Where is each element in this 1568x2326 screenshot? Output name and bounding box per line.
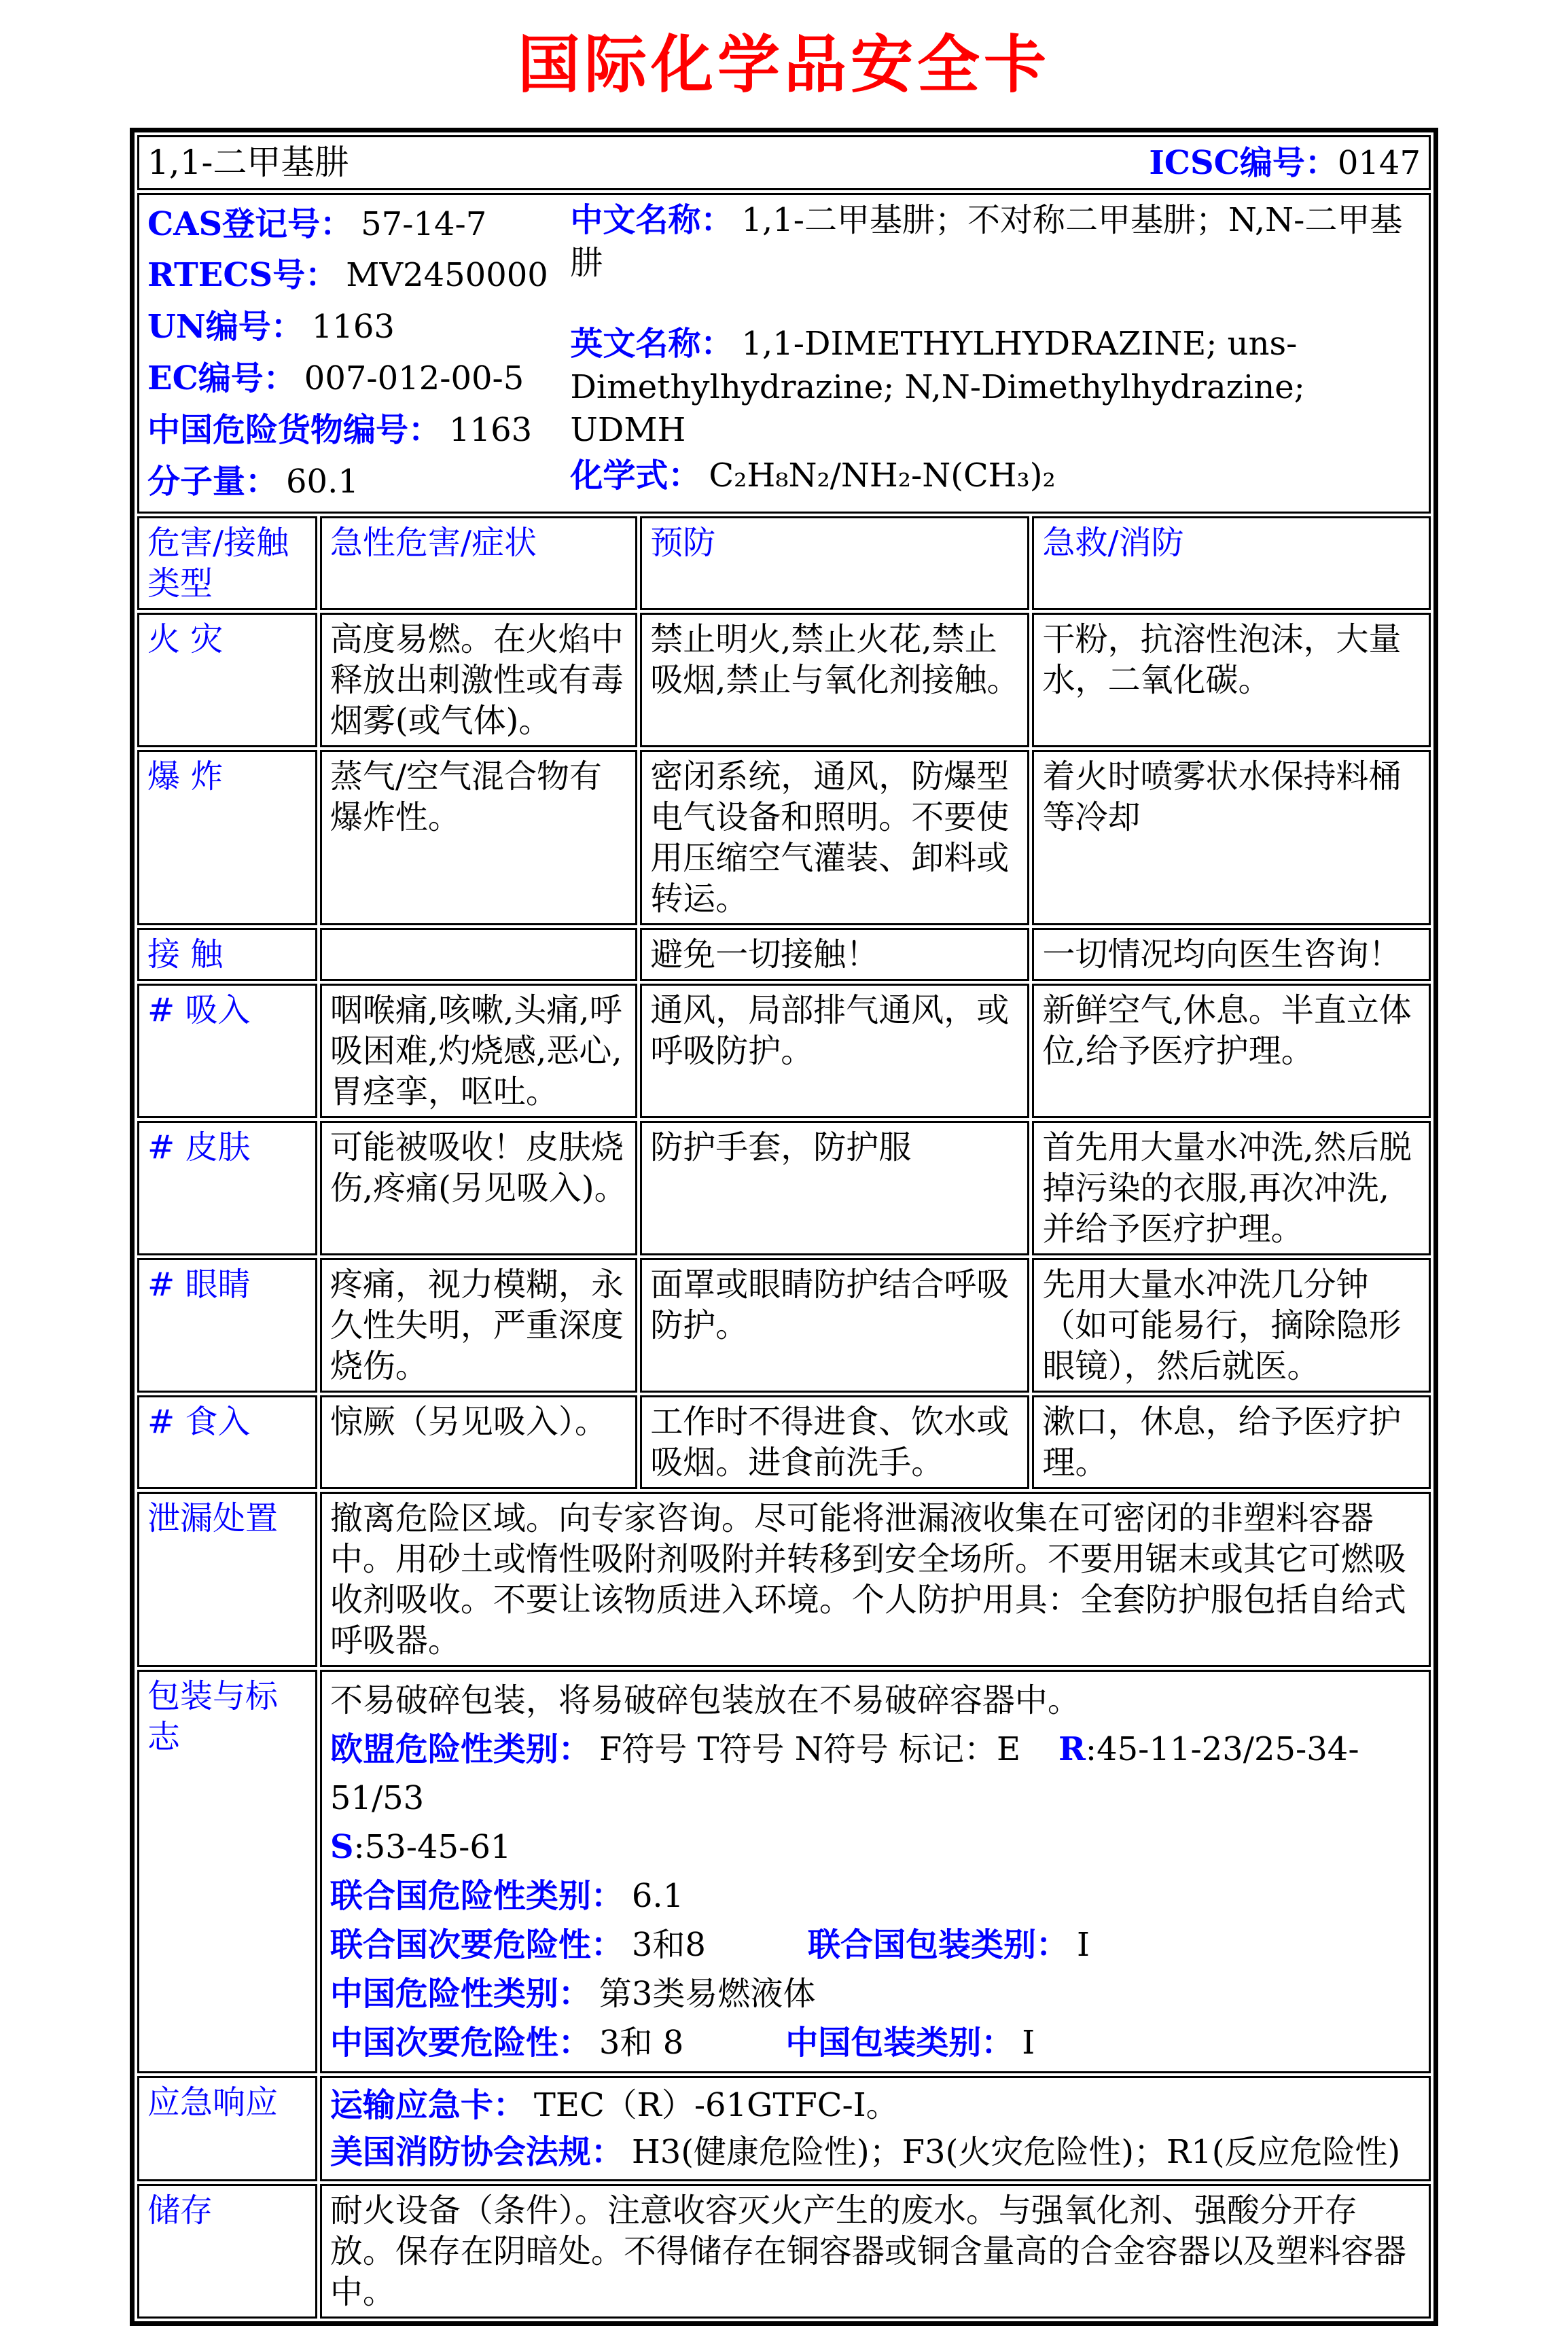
eyes-prevention-cell: 面罩或眼睛防护结合呼吸防护。 <box>640 1258 1029 1393</box>
molecular-weight-value: 60.1 <box>286 462 359 501</box>
identity-right-column <box>567 199 1421 508</box>
exposure-type-cell: 接 触 <box>137 928 317 981</box>
un-number-value: 1163 <box>311 308 395 346</box>
hazard-row-explosion <box>137 750 1431 925</box>
storage-label-cell: 储存 <box>137 2184 317 2319</box>
hazard-row-ingestion <box>137 1395 1431 1489</box>
storage-text-cell: 耐火设备（条件）。注意收容灭火产生的废水。与强氧化剂、强酸分开存放。保存在阴暗处。不得储存在铜容器或铜含量高的合金容器以及塑料容器中。 <box>320 2184 1431 2319</box>
cn-hazard-class-value: 第3类易燃液体 <box>599 1975 816 2014</box>
r-phrases-label: R <box>1058 1730 1086 1769</box>
exposure-prevention-cell: 避免一切接触！ <box>640 928 1029 981</box>
eu-hazard-class-label: 欧盟危险性类别： <box>329 1730 591 1769</box>
name-row <box>137 135 1431 190</box>
packaging-line-s <box>330 1823 1421 1872</box>
identity-row <box>137 193 1431 514</box>
header-prevention: 预防 <box>640 516 1029 610</box>
inhalation-response-cell: 新鲜空气,休息。半直立体位,给予医疗护理。 <box>1032 984 1431 1118</box>
cn-packgroup-value: I <box>1022 2024 1035 2062</box>
eyes-symptoms-cell: 疼痛，视力模糊，永久性失明，严重深度烧伤。 <box>320 1258 637 1393</box>
packaging-content-cell <box>320 1670 1431 2073</box>
section-row-spill <box>137 1492 1431 1667</box>
s-phrases-value: :53-45-61 <box>353 1828 512 1867</box>
exposure-response-cell: 一切情况均向医生咨询！ <box>1032 928 1431 981</box>
china-dg-number-row <box>147 405 567 457</box>
ec-number-label: EC编号： <box>147 359 296 397</box>
explosion-symptoms-cell: 蒸气/空气混合物有爆炸性。 <box>320 750 637 925</box>
cn-subrisk-value: 3和 8 <box>599 2024 684 2062</box>
transport-emergency-card-label: 运输应急卡： <box>329 2086 526 2125</box>
hazard-row-skin <box>137 1121 1431 1255</box>
nfpa-code-value: H3(健康危险性)；F3(火灾危险性)；R1(反应危险性) <box>631 2132 1401 2171</box>
fire-symptoms-cell: 高度易燃。在火焰中释放出刺激性或有毒烟雾(或气体)。 <box>320 613 637 747</box>
transport-emergency-card-value: TEC（R）-61GTFC-I。 <box>533 2086 899 2125</box>
s-phrases-label: S <box>329 1828 354 1867</box>
packaging-unbreakable-text: 不易破碎包装，将易破碎包装放在不易破碎容器中。 <box>329 1681 1080 1720</box>
emergency-line-nfpa <box>330 2129 1421 2175</box>
eyes-type-cell: # 眼睛 <box>137 1258 317 1393</box>
rtecs-number-value: MV2450000 <box>346 256 548 295</box>
emergency-line-tec <box>330 2082 1421 2128</box>
cn-packgroup-label: 中国包装类别： <box>785 2024 1014 2062</box>
ec-number-row <box>147 353 567 405</box>
china-dg-number-label: 中国危险货物编号： <box>147 410 442 449</box>
chinese-name-value: 1,1-二甲基肼；不对称二甲基肼；N,N-二甲基肼 <box>570 200 1403 282</box>
spill-text-cell: 撤离危险区域。向专家咨询。尽可能将泄漏液收集在可密闭的非塑料容器中。用砂土或惰性吸附剂吸附并转移到安全场所。不要用锯末或其它可燃吸收剂吸收。不要让该物质进入环境。个人防护用具：全套防护服包括自给式呼吸器。 <box>320 1492 1431 1667</box>
chinese-name-label: 中文名称： <box>570 200 734 239</box>
packaging-line-cn-sub <box>330 2018 1421 2067</box>
ingestion-prevention-cell: 工作时不得进食、饮水或吸烟。进食前洗手。 <box>640 1395 1029 1489</box>
emergency-label-cell: 应急响应 <box>137 2076 317 2181</box>
section-row-storage <box>137 2184 1431 2319</box>
chemical-formula-value: C₂H₈N₂/NH₂-N(CH₃)₂ <box>709 457 1056 495</box>
molecular-weight-row <box>147 457 567 508</box>
fire-type-cell: 火 灾 <box>137 613 317 747</box>
header-acute-symptoms: 急性危害/症状 <box>320 516 637 610</box>
china-dg-number-value: 1163 <box>449 410 533 449</box>
chemical-formula-row <box>570 454 1421 497</box>
name-row-cell <box>137 135 1431 190</box>
page-title: 国际化学品安全卡 <box>517 28 1050 101</box>
english-name-row <box>570 323 1421 452</box>
ingestion-response-cell: 漱口，休息，给予医疗护理。 <box>1032 1395 1431 1489</box>
r-phrases-value: :45-11-23/25-34-51/53 <box>329 1730 1359 1818</box>
english-name-value: 1,1-DIMETHYLHYDRAZINE; uns-Dimethylhydrazine; N,N-Dimethylhydrazine; UDMH <box>570 325 1305 449</box>
identity-left-column <box>147 199 567 508</box>
un-packgroup-label: 联合国包装类别： <box>807 1926 1069 1965</box>
chemical-formula-label: 化学式： <box>570 457 701 495</box>
fire-response-cell: 干粉，抗溶性泡沫，大量水，二氧化碳。 <box>1032 613 1431 747</box>
chinese-name-row <box>570 199 1421 285</box>
icsc-number-label: ICSC编号： <box>1149 144 1338 182</box>
eu-hazard-class-value: F符号 T符号 N符号 标记：E <box>599 1730 1021 1769</box>
un-subrisk-value: 3和8 <box>631 1926 706 1965</box>
un-number-label: UN编号： <box>147 308 304 346</box>
rtecs-number-row <box>147 250 567 302</box>
rtecs-number-label: RTECS号： <box>147 256 338 295</box>
explosion-prevention-cell: 密闭系统，通风，防爆型电气设备和照明。不要使用压缩空气灌装、卸料或转运。 <box>640 750 1029 925</box>
identity-cell <box>137 193 1431 514</box>
un-subrisk-label: 联合国次要危险性： <box>329 1926 624 1965</box>
packaging-line-un-class <box>330 1872 1421 1920</box>
inhalation-type-cell: # 吸入 <box>137 984 317 1118</box>
packaging-line-un-sub <box>330 1920 1421 1969</box>
un-hazard-class-label: 联合国危险性类别： <box>329 1877 624 1916</box>
section-row-emergency <box>137 2076 1431 2181</box>
explosion-type-cell: 爆 炸 <box>137 750 317 925</box>
ec-number-value: 007-012-00-5 <box>304 359 524 397</box>
packaging-label-cell: 包装与标志 <box>137 1670 317 2073</box>
eyes-response-cell: 先用大量水冲洗几分钟（如可能易行，摘除隐形眼镜），然后就医。 <box>1032 1258 1431 1393</box>
packaging-line-eu <box>330 1725 1421 1823</box>
packaging-line-cn-class <box>330 1969 1421 2018</box>
skin-prevention-cell: 防护手套，防护服 <box>640 1121 1029 1255</box>
header-firstaid-firefighting: 急救/消防 <box>1032 516 1431 610</box>
hazard-row-inhalation <box>137 984 1431 1118</box>
fire-prevention-cell: 禁止明火,禁止火花,禁止吸烟,禁止与氧化剂接触。 <box>640 613 1029 747</box>
hazard-row-fire <box>137 613 1431 747</box>
hazard-header-row <box>137 516 1431 610</box>
skin-type-cell: # 皮肤 <box>137 1121 317 1255</box>
skin-response-cell: 首先用大量水冲洗,然后脱掉污染的衣服,再次冲洗,并给予医疗护理。 <box>1032 1121 1431 1255</box>
english-name-label: 英文名称： <box>570 325 734 363</box>
section-row-packaging <box>137 1670 1431 2073</box>
exposure-symptoms-cell <box>320 928 637 981</box>
inhalation-symptoms-cell: 咽喉痛,咳嗽,头痛,呼吸困难,灼烧感,恶心,胃痉挛，呕吐。 <box>320 984 637 1118</box>
spill-label-cell: 泄漏处置 <box>137 1492 317 1667</box>
molecular-weight-label: 分子量： <box>147 462 279 501</box>
hazard-row-eyes <box>137 1258 1431 1393</box>
packaging-line-unbreakable <box>330 1676 1421 1725</box>
icsc-number <box>1149 143 1421 183</box>
un-number-row <box>147 302 567 353</box>
inhalation-prevention-cell: 通风，局部排气通风，或呼吸防护。 <box>640 984 1029 1118</box>
icsc-card-table <box>130 128 1438 2326</box>
cas-number-value: 57-14-7 <box>361 204 487 243</box>
cn-subrisk-label: 中国次要危险性： <box>329 2024 591 2062</box>
nfpa-code-label: 美国消防协会法规： <box>329 2132 624 2171</box>
un-packgroup-value: I <box>1077 1926 1090 1965</box>
chemical-name: 1,1-二甲基肼 <box>147 143 349 182</box>
un-hazard-class-value: 6.1 <box>631 1877 684 1916</box>
cas-number-row <box>147 199 567 251</box>
emergency-content-cell <box>320 2076 1431 2181</box>
ingestion-type-cell: # 食入 <box>137 1395 317 1489</box>
hazard-row-exposure <box>137 928 1431 981</box>
explosion-response-cell: 着火时喷雾状水保持料桶等冷却 <box>1032 750 1431 925</box>
cas-number-label: CAS登记号： <box>147 204 353 243</box>
cn-hazard-class-label: 中国危险性类别： <box>329 1975 591 2014</box>
skin-symptoms-cell: 可能被吸收！皮肤烧伤,疼痛(另见吸入)。 <box>320 1121 637 1255</box>
header-hazard-type: 危害/接触类型 <box>137 516 317 610</box>
ingestion-symptoms-cell: 惊厥（另见吸入）。 <box>320 1395 637 1489</box>
icsc-number-value: 0147 <box>1337 144 1421 182</box>
